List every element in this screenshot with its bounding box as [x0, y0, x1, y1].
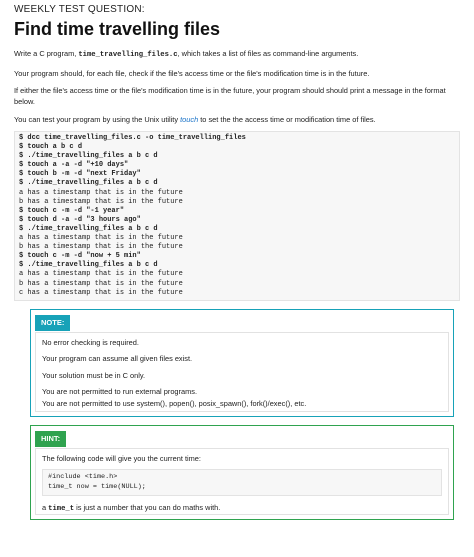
terminal-text: touch c -m -d "now + 5 min"	[27, 252, 141, 261]
terminal-text: b has a timestamp that is in the future	[19, 279, 183, 288]
hint-code-snippet	[42, 469, 442, 496]
terminal-text: touch d -a -d "3 hours ago"	[27, 215, 141, 224]
code-line: #include <time.h>	[48, 473, 118, 482]
note-item: No error checking is required.	[42, 337, 139, 347]
terminal-command-line	[19, 134, 455, 143]
terminal-text: touch b -m -d "next Friday"	[27, 170, 141, 179]
terminal-prompt: $	[19, 143, 28, 152]
terminal-text: a has a timestamp that is in the future	[19, 270, 183, 279]
terminal-command-line	[19, 161, 455, 170]
note-item: You are not permitted to use system(), popen(), posix_spawn(), fork()/exec(), etc.	[42, 399, 307, 409]
terminal-text: touch a b c d	[27, 143, 83, 152]
intro-p4-after: to set the the access time or modification time of files.	[198, 114, 376, 124]
terminal-prompt: $	[19, 215, 28, 224]
terminal-prompt: $	[19, 261, 28, 270]
terminal-text: dcc time_travelling_files.c -o time_travelling_files	[27, 134, 246, 142]
question-kicker: WEEKLY TEST QUESTION:	[14, 4, 145, 15]
terminal-output-line	[19, 270, 455, 279]
note-item: Your program can assume all given files exist.	[42, 354, 193, 364]
terminal-prompt: $	[19, 206, 28, 215]
terminal-text: ./time_travelling_files a b c d	[27, 224, 158, 233]
terminal-text: ./time_travelling_files a b c d	[27, 179, 158, 188]
terminal-command-line	[19, 143, 455, 152]
hint-footer	[42, 502, 442, 515]
terminal-text: ./time_travelling_files a b c d	[27, 152, 158, 161]
page-title: Find time travelling files	[14, 19, 221, 39]
hint-body	[35, 448, 449, 515]
terminal-command-line	[19, 225, 455, 234]
terminal-text: c has a timestamp that is in the future	[19, 288, 183, 297]
hint-intro: The following code will give you the current time:	[42, 453, 201, 463]
time-t-code: time_t	[48, 505, 75, 514]
terminal-output-line	[19, 280, 455, 289]
note-box	[30, 309, 454, 417]
hint-badge: HINT:	[35, 431, 66, 447]
terminal-output-line	[19, 243, 455, 252]
note-item: Your solution must be in C only.	[42, 370, 146, 380]
intro-p1-before: Write a C program,	[14, 49, 79, 58]
intro-paragraph-4	[14, 114, 460, 125]
terminal-command-line	[19, 152, 455, 161]
hint-footer-after: is just a number that you can do maths with.	[74, 503, 221, 513]
terminal-text: b has a timestamp that is in the future	[19, 243, 183, 252]
note-body	[35, 332, 449, 412]
terminal-command-line	[19, 261, 455, 270]
note-badge: NOTE:	[35, 315, 70, 331]
terminal-prompt: $	[19, 179, 28, 188]
terminal-prompt: $	[19, 252, 28, 261]
terminal-command-line	[19, 252, 455, 261]
terminal-prompt: $	[19, 134, 28, 142]
hint-footer-before: a	[42, 503, 49, 513]
terminal-text: a has a timestamp that is in the future	[19, 188, 183, 197]
program-filename: time_travelling_files.c	[78, 51, 178, 59]
terminal-command-line	[19, 216, 455, 225]
terminal-output-line	[19, 189, 455, 198]
terminal-text: touch c -m -d "-1 year"	[27, 206, 125, 215]
intro-paragraph-2: Your program should, for each file, check if the file's access time or the file's modification time is in the future.	[14, 68, 370, 78]
terminal-command-line	[19, 207, 455, 216]
code-line: time_t now = time(NULL);	[48, 482, 146, 491]
intro-p1-after: , which takes a list of files as command-line arguments.	[177, 49, 359, 58]
terminal-text: ./time_travelling_files a b c d	[27, 261, 158, 270]
terminal-text: a has a timestamp that is in the future	[19, 234, 183, 243]
terminal-command-line	[19, 179, 455, 188]
terminal-output-line	[19, 198, 455, 207]
terminal-command-line	[19, 170, 455, 179]
terminal-prompt: $	[19, 170, 28, 179]
terminal-prompt: $	[19, 161, 28, 170]
terminal-text: b has a timestamp that is in the future	[19, 197, 183, 206]
terminal-output-line	[19, 234, 455, 243]
touch-link[interactable]: touch	[180, 114, 199, 124]
note-item: You are not permitted to run external programs.	[42, 387, 198, 397]
hint-box	[30, 425, 454, 520]
intro-p4-before: You can test your program by using the Unix utility	[14, 114, 181, 124]
intro-paragraph-1	[14, 48, 460, 61]
intro-paragraph-3: If either the file's access time or the file's modification time is in the future, your program should should print a message in the format below.	[14, 86, 446, 106]
terminal-output-line	[19, 289, 455, 298]
terminal-example	[14, 131, 460, 301]
terminal-prompt: $	[19, 152, 28, 161]
terminal-prompt: $	[19, 224, 28, 233]
terminal-text: touch a -a -d "+10 days"	[27, 161, 129, 170]
